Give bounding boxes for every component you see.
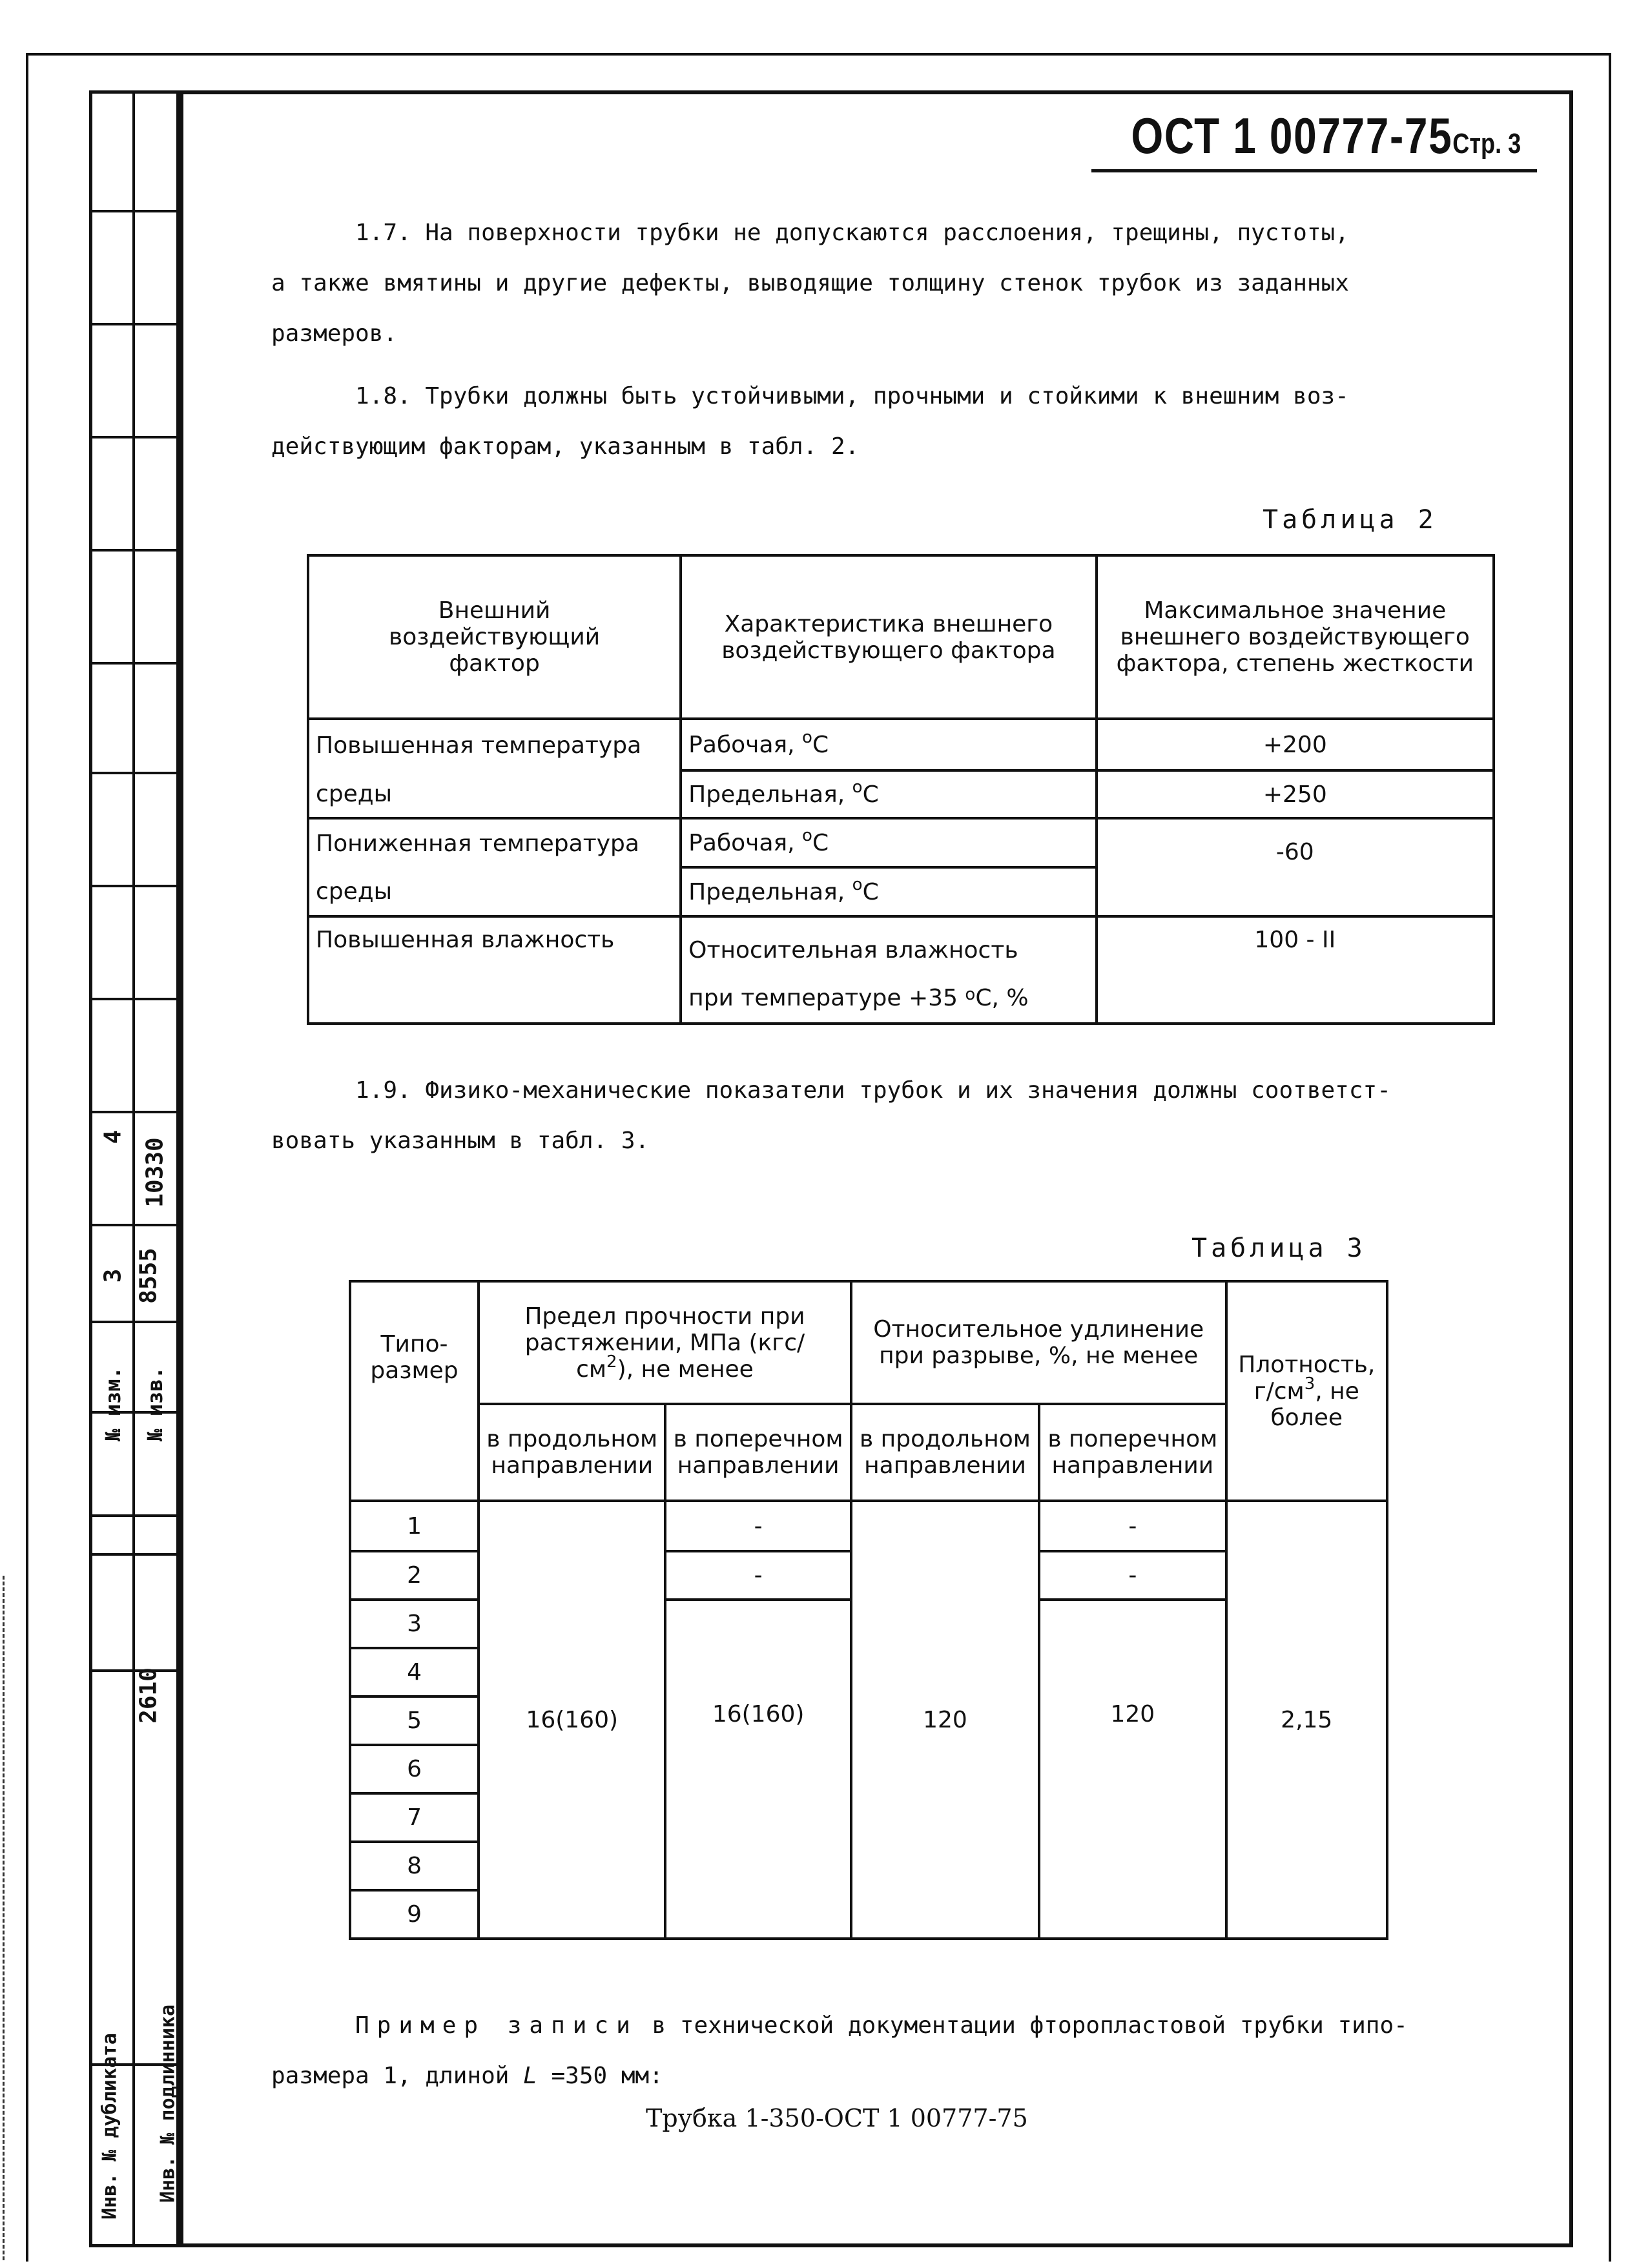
izv-value-10330: 10330 (141, 1137, 169, 1208)
paragraph-1-9 (271, 1066, 1391, 1166)
original-number: 2610 (135, 1667, 162, 1724)
table3-caption: Таблица 3 (1191, 1233, 1366, 1263)
t3-strength-trans-dash-2: - (665, 1551, 851, 1600)
t3-size-9: 9 (350, 1890, 479, 1939)
p19-line1: 1.9. Физико-механические показатели трубок и их значения должны соответст- (355, 1077, 1391, 1104)
t3-elong-trans-value: 120 (1039, 1600, 1226, 1939)
paragraph-1-7 (271, 208, 1349, 359)
t3-sub-strength-long: в продольном направлении (479, 1404, 665, 1501)
t2-r3-factor: Повышенная влажность (308, 916, 681, 1024)
t2-r2-char2: Предельная, $^о$С (681, 867, 1096, 916)
t3-header-type: Типо- размер (350, 1281, 479, 1501)
t3-strength-long-value: 16(160) (479, 1501, 665, 1939)
t3-strength-trans-dash-1: - (665, 1501, 851, 1551)
doc-number-text: ОСТ 1 00777-75 (1131, 107, 1453, 164)
t3-elong-trans-dash-2: - (1039, 1551, 1226, 1600)
t3-strength-trans-value: 16(160) (665, 1600, 851, 1939)
doc-number (1131, 107, 1521, 165)
t3-header-elongation: Относительное удлинение при разрыве, %, не менее (851, 1281, 1226, 1404)
example-line1: Пример записи в технической документации фторопластовой трубки типо- (355, 2012, 1408, 2039)
table-3 (349, 1280, 1388, 1940)
paragraph-1-8 (271, 371, 1349, 472)
duplicate-inv-label: Инв. № дубликата (98, 2033, 121, 2220)
t3-size-8: 8 (350, 1842, 479, 1890)
example-line2: размера 1, длиной L =350 мм: (271, 2063, 663, 2089)
t2-r1-char1: Рабочая, $^о$С (681, 719, 1096, 770)
izv-label: № изв. (143, 1366, 167, 1441)
example-designation: Трубка 1-350-ОСТ 1 00777-75 (646, 2104, 1028, 2132)
t2-r2-char1: Рабочая, $^о$С (681, 818, 1096, 867)
t3-size-1: 1 (350, 1501, 479, 1551)
t2-r1-val2: +250 (1097, 770, 1494, 818)
p17-line2: а также вмятины и другие дефекты, выводящие толщину стенок трубок из заданных (271, 270, 1349, 296)
table-2 (307, 554, 1495, 1025)
header-underline (1091, 169, 1537, 172)
t2-r1-factor-l2: среды (308, 770, 681, 818)
p17-line3: размеров. (271, 320, 398, 347)
t3-sub-strength-trans: в поперечном направлении (665, 1404, 851, 1501)
t2-r1-factor-l1: Повышенная температура (308, 719, 681, 770)
t3-size-2: 2 (350, 1551, 479, 1600)
t3-header-density: Плотность, $г/см^3$, не более (1226, 1281, 1388, 1501)
t3-elong-trans-dash-1: - (1039, 1501, 1226, 1551)
t2-header-factor: Внешний воздействующий фактор (308, 555, 681, 719)
t2-r2-factor-l1: Пониженная температура (308, 818, 681, 867)
t2-r2-factor-l2: среды (308, 867, 681, 916)
t2-r2-val: -60 (1097, 818, 1494, 916)
p18-line1: 1.8. Трубки должны быть устойчивыми, прочными и стойкими к внешним воз- (355, 383, 1349, 409)
t2-r1-val1: +200 (1097, 719, 1494, 770)
t3-size-3: 3 (350, 1600, 479, 1648)
t3-size-7: 7 (350, 1793, 479, 1842)
p18-line2: действующим факторам, указанным в табл. 2. (271, 433, 860, 460)
t2-r3-val: 100 - II (1097, 916, 1494, 1024)
t3-header-strength: Предел прочности при растяжении, МПа $(кгс/см^2)$, не менее (479, 1281, 851, 1404)
izm-label: № изм. (101, 1366, 125, 1441)
original-inv-label: Инв. № подлинника (156, 2004, 180, 2203)
t3-elong-long-value: 120 (851, 1501, 1039, 1939)
p17-line1: 1.7. На поверхности трубки не допускаются расслоения, трещины, пустоты, (355, 220, 1349, 246)
t3-sub-elong-long: в продольном направлении (851, 1404, 1039, 1501)
t3-size-4: 4 (350, 1648, 479, 1696)
t2-header-characteristic: Характеристика внешнего воздействующего фактора (681, 555, 1096, 719)
t2-header-max-value: Максимальное значение внешнего воздействующего фактора, степень жесткости (1097, 555, 1494, 719)
izv-value-8555: 8555 (135, 1248, 162, 1304)
t2-r3-char: Относительная влажность при температуре +35 $^о$С, % (681, 916, 1096, 1024)
t3-size-6: 6 (350, 1745, 479, 1793)
table2-caption: Таблица 2 (1263, 505, 1438, 535)
t3-sub-elong-trans: в поперечном направлении (1039, 1404, 1226, 1501)
example-block (271, 2001, 1408, 2101)
scan-edge-mark (3, 1576, 7, 2260)
izm-value-4: 4 (99, 1129, 127, 1144)
t3-size-5: 5 (350, 1696, 479, 1745)
p19-line2: вовать указанным в табл. 3. (271, 1128, 650, 1154)
izm-value-3: 3 (99, 1268, 127, 1283)
page-number: Стр. 3 (1452, 128, 1521, 160)
t2-r1-char2: Предельная, $^о$С (681, 770, 1096, 818)
t3-density-value: 2,15 (1226, 1501, 1388, 1939)
